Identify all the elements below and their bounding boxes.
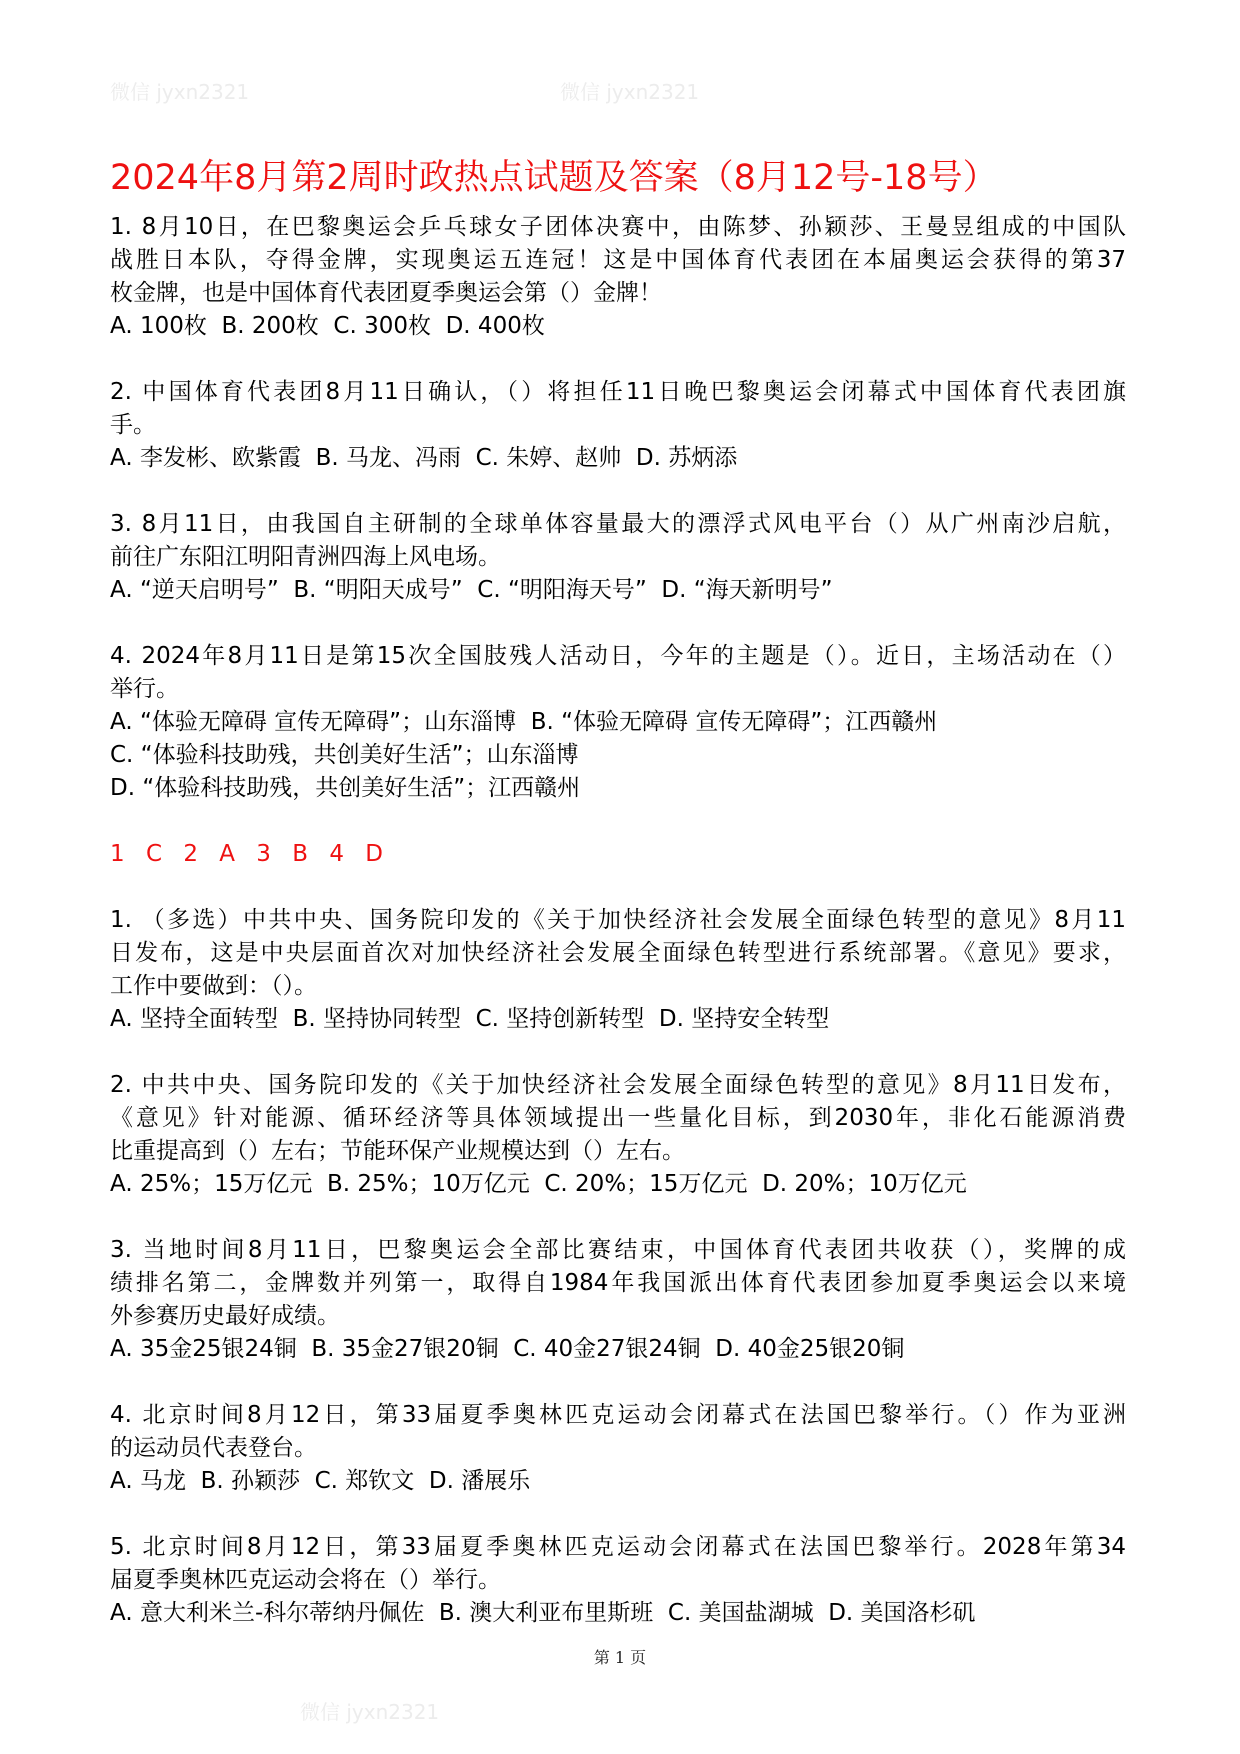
answer-options: A. 25%；15万亿元 B. 25%；10万亿元 C. 20%；15万亿元 D. 20%；10万亿元 xyxy=(110,1171,967,1197)
question-text-line: 比重提高到（）左右；节能环保产业规模达到（）左右。 xyxy=(110,1138,685,1164)
question-text-line: 前往广东阳江明阳青洲四海上风电场。 xyxy=(110,544,501,570)
question-text-line: 外参赛历史最好成绩。 xyxy=(110,1303,340,1329)
question-text-line: 《意见》针对能源、循环经济等具体领域提出一些量化目标，到2030年，非化石能源消费 xyxy=(110,1105,1126,1131)
question-text-line: 3. 8月11日，由我国自主研制的全球单体容量最大的漂浮式风电平台（）从广州南沙启航， xyxy=(110,511,1126,537)
spacer xyxy=(110,1366,1126,1399)
question-text-line: 日发布，这是中央层面首次对加快经济社会发展全面绿色转型进行系统部署。《意见》要求， xyxy=(110,940,1126,966)
spacer xyxy=(110,1498,1126,1531)
answer-options: A. 100枚 B. 200枚 C. 300枚 D. 400枚 xyxy=(110,313,545,339)
question-text-line: 1. 8月10日，在巴黎奥运会乒乓球女子团体决赛中，由陈梦、孙颖莎、王曼昱组成的中国队 xyxy=(110,214,1126,240)
spacer xyxy=(110,475,1126,508)
question xyxy=(110,904,1126,1069)
question xyxy=(110,1399,1126,1531)
question-section-1 xyxy=(110,211,1126,838)
answer-options: C. “体验科技助残，共创美好生活”；山东淄博 xyxy=(110,742,579,768)
watermark: 微信 jyxn2321 xyxy=(560,80,700,104)
question-text-line: 手。 xyxy=(110,412,156,438)
answer-options: D. “体验科技助残，共创美好生活”；江西赣州 xyxy=(110,775,581,801)
question-text-line: 工作中要做到：（）。 xyxy=(110,973,317,999)
question-text-line: 4. 2024年8月11日是第15次全国肢残人活动日，今年的主题是（）。近日，主场活动在（） xyxy=(110,643,1126,669)
question-text-line: 3. 当地时间8月11日，巴黎奥运会全部比赛结束，中国体育代表团共收获（），奖牌的成 xyxy=(110,1237,1126,1263)
question-text-line: 举行。 xyxy=(110,676,179,702)
spacer xyxy=(110,1201,1126,1234)
page-title: 2024年8月第2周时政热点试题及答案（8月12号-18号） xyxy=(110,158,998,198)
answer-options: A. 意大利米兰-科尔蒂纳丹佩佐 B. 澳大利亚布里斯班 C. 美国盐湖城 D. 美国洛杉矶 xyxy=(110,1600,976,1626)
question-text-line: 1. （多选）中共中央、国务院印发的《关于加快经济社会发展全面绿色转型的意见》8月11 xyxy=(110,907,1126,933)
question-text-line: 2. 中共中央、国务院印发的《关于加快经济社会发展全面绿色转型的意见》8月11日发布， xyxy=(110,1072,1126,1098)
question xyxy=(110,1234,1126,1399)
watermark: 微信 jyxn2321 xyxy=(110,80,250,104)
question xyxy=(110,376,1126,508)
spacer xyxy=(110,871,1126,904)
spacer xyxy=(110,607,1126,640)
question-text-line: 届夏季奥林匹克运动会将在（）举行。 xyxy=(110,1567,501,1593)
watermark: 微信 jyxn2321 xyxy=(300,1700,440,1724)
question xyxy=(110,508,1126,640)
question-text-line: 2. 中国体育代表团8月11日确认，（）将担任11日晚巴黎奥运会闭幕式中国体育代表团旗 xyxy=(110,379,1126,405)
question-text-line: 枚金牌，也是中国体育代表团夏季奥运会第（）金牌！ xyxy=(110,280,662,306)
answer-options: A. “体验无障碍 宣传无障碍”；山东淄博 B. “体验无障碍 宣传无障碍”；江西赣州 xyxy=(110,709,938,735)
document-body xyxy=(110,211,1126,1663)
answer-options: A. “逆天启明号” B. “明阳天成号” C. “明阳海天号” D. “海天新明号” xyxy=(110,577,833,603)
question-text-line: 的运动员代表登台。 xyxy=(110,1435,317,1461)
question xyxy=(110,1531,1126,1663)
answer-options: A. 马龙 B. 孙颖莎 C. 郑钦文 D. 潘展乐 xyxy=(110,1468,531,1494)
question xyxy=(110,640,1126,838)
answer-options: A. 35金25银24铜 B. 35金27银20铜 C. 40金27银24铜 D. 40金25银20铜 xyxy=(110,1336,905,1362)
answer-options: A. 坚持全面转型 B. 坚持协同转型 C. 坚持创新转型 D. 坚持安全转型 xyxy=(110,1006,830,1032)
question-text-line: 4. 北京时间8月12日，第33届夏季奥林匹克运动会闭幕式在法国巴黎举行。（）作为亚洲 xyxy=(110,1402,1126,1428)
answer-key: 1 C 2 A 3 B 4 D xyxy=(110,841,390,867)
spacer xyxy=(110,343,1126,376)
answer-options: A. 李发彬、欧紫霞 B. 马龙、冯雨 C. 朱婷、赵帅 D. 苏炳添 xyxy=(110,445,738,471)
question-section-2 xyxy=(110,904,1126,1663)
question-text-line: 战胜日本队，夺得金牌，实现奥运五连冠！这是中国体育代表团在本届奥运会获得的第37 xyxy=(110,247,1126,273)
question xyxy=(110,211,1126,376)
question-text-line: 5. 北京时间8月12日，第33届夏季奥林匹克运动会闭幕式在法国巴黎举行。2028年第34 xyxy=(110,1534,1126,1560)
page-number: 第 1 页 xyxy=(593,1648,647,1667)
question-text-line: 绩排名第二，金牌数并列第一，取得自1984年我国派出体育代表团参加夏季奥运会以来境 xyxy=(110,1270,1126,1296)
spacer xyxy=(110,1036,1126,1069)
question xyxy=(110,1069,1126,1234)
spacer xyxy=(110,805,1126,838)
